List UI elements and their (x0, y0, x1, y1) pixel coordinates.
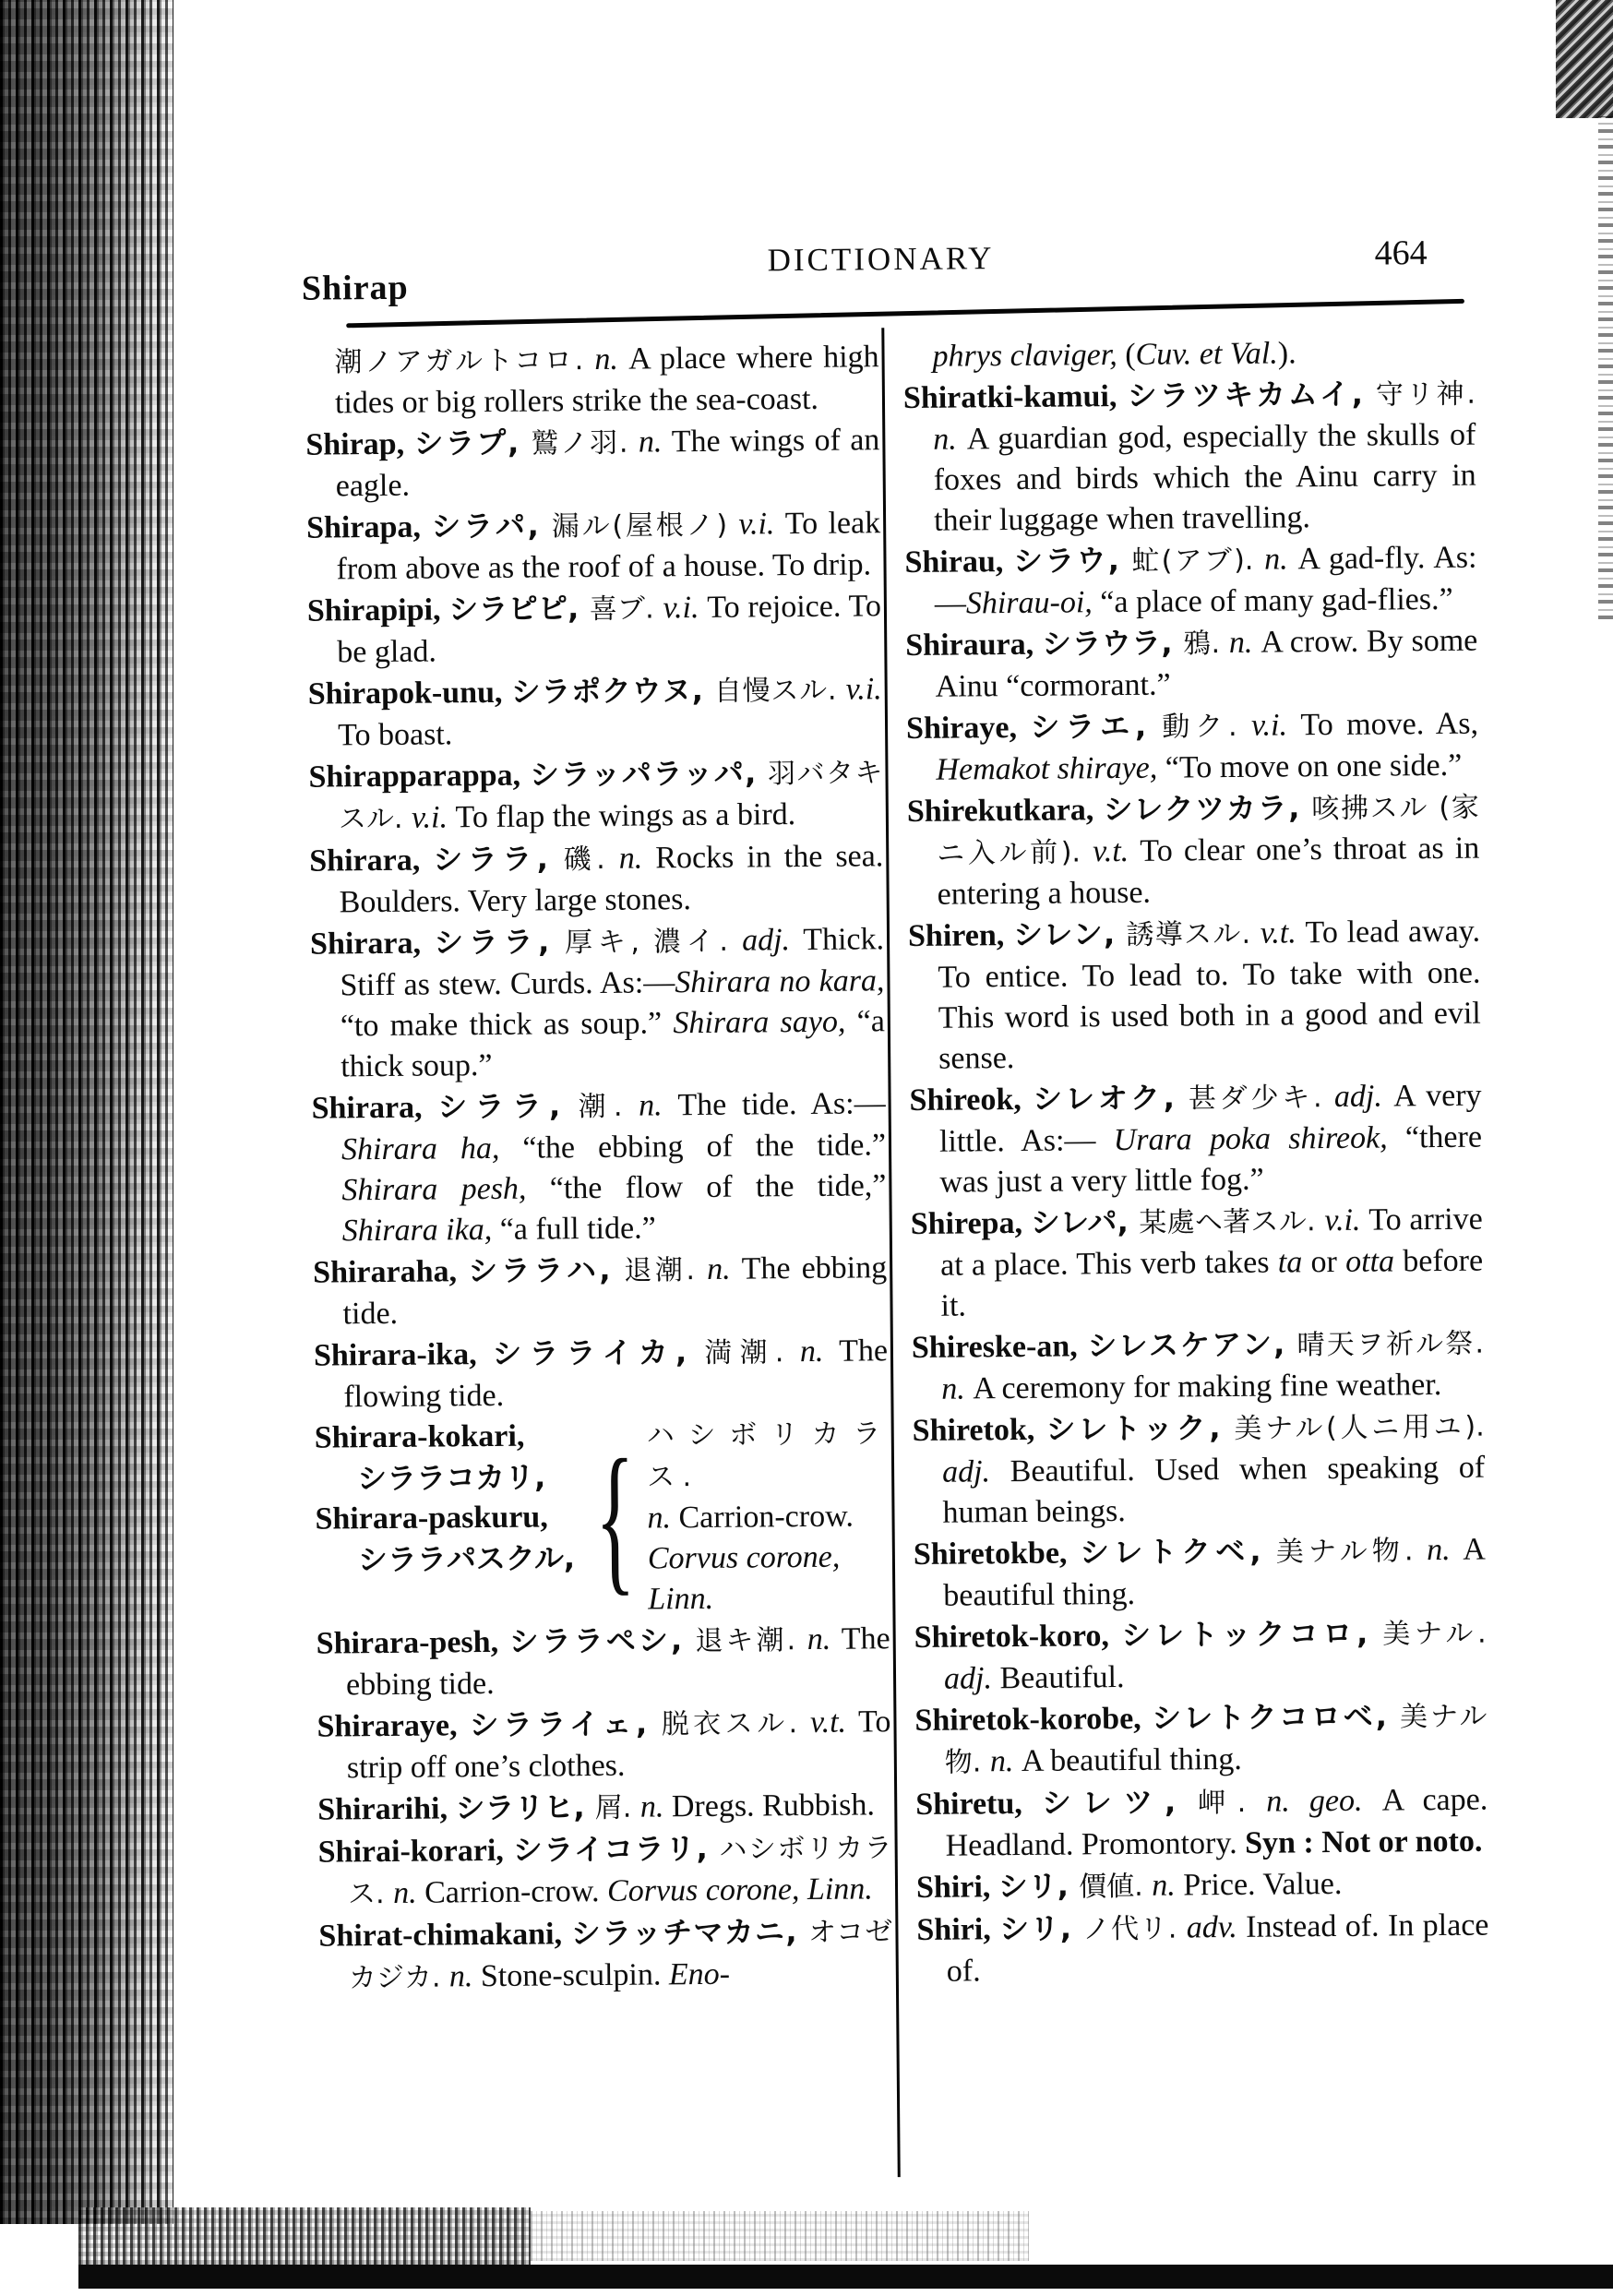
entry-segment: Shiraye, (905, 710, 1031, 747)
entry-segment: Shirap, (305, 426, 414, 462)
entry-segment: Linn. (648, 1581, 714, 1617)
entry-segment: Shirara, (309, 843, 434, 879)
entry-segment: “a place of many gad-flies.” (1100, 581, 1453, 620)
entry-segment: 誘導スル. (1126, 917, 1261, 951)
entry-segment: or (1310, 1244, 1346, 1280)
entry-segment: 退キ潮. (695, 1624, 807, 1658)
entry-segment: 虻(アブ). (1131, 544, 1265, 578)
entry-segment: 屑. (594, 1791, 641, 1825)
entry-segment: シレクツカラ, (1103, 790, 1312, 828)
entry-segment: v.t. (1260, 915, 1306, 951)
entry-segment: Hemakot shiraye, (936, 750, 1165, 787)
entry-segment: Shireske-an, (911, 1329, 1088, 1366)
entry-segment: シレトクコロベ, (1152, 1698, 1401, 1736)
header-catchword: Shirap (301, 268, 409, 308)
entry-segment: To arrive at a place. This verb takes (939, 1202, 1483, 1283)
entry-segment: シララ, (437, 1088, 579, 1125)
entry-segment: n. (638, 425, 672, 460)
entry-segment: Shirau, (904, 544, 1014, 580)
entry-segment: v.i. (1324, 1202, 1369, 1238)
dictionary-entry (916, 1862, 1488, 1909)
entry-segment: “a thick soup.” (341, 1004, 886, 1084)
entry-segment: “the ebbing of the tide.” (522, 1128, 887, 1166)
entry-segment: シララコカリ, (356, 1459, 546, 1497)
entry-segment: Beautiful. (999, 1660, 1125, 1696)
entry-segment: Shirara no kara, (675, 963, 885, 1000)
dictionary-entry (916, 1905, 1489, 1992)
braced-headwords (315, 1416, 590, 1623)
entry-segment: otta (1344, 1244, 1404, 1279)
braced-definition-line (647, 1496, 889, 1538)
entry-segment: 美ナル物. (944, 1700, 1488, 1779)
entry-segment: 美ナル物. (1275, 1535, 1428, 1569)
entry-segment: Shiratki-kamui, (902, 378, 1128, 416)
entry-segment: n. (618, 841, 656, 876)
dictionary-entry (909, 1075, 1482, 1203)
entry-segment: n. (941, 1371, 974, 1406)
entry-segment: ハシボリカラス. (347, 1832, 892, 1911)
entry-segment: Shireok, (909, 1082, 1034, 1118)
entry-segment: “there was just a very little fog.” (939, 1119, 1483, 1200)
entry-segment: n. (639, 1088, 678, 1123)
entry-segment: 退潮. (624, 1253, 708, 1287)
entry-segment: Shirara ika, (341, 1212, 500, 1249)
entry-segment: Shirara pesh, (341, 1171, 550, 1208)
entry-segment: v.i. (411, 800, 456, 835)
entry-segment: シララペシ, (508, 1622, 696, 1659)
dictionary-entry (903, 373, 1477, 542)
entry-segment: n. (448, 1959, 482, 1994)
entry-segment: “a full tide.” (499, 1211, 656, 1247)
entry-segment: To lead away. To entice. To lead to. To take with one. This word is used both in a good and evil sense. (938, 914, 1481, 1076)
entry-segment: Rocks in the sea. Boulders. Very large stones. (339, 839, 884, 920)
entry-segment: シララハ, (467, 1251, 625, 1289)
entry-segment: To move. As, (1300, 706, 1479, 743)
entry-segment: A gad-fly. As:— (934, 540, 1477, 621)
entry-segment: The ebbing tide. (342, 1250, 888, 1332)
entry-segment: Price. Value. (1183, 1866, 1343, 1903)
entry-segment: Shiretok, (912, 1412, 1046, 1449)
entry-segment: A beautiful thing. (1021, 1741, 1242, 1778)
entry-segment: A very little. As:— (938, 1078, 1482, 1159)
entry-segment: n. (989, 1743, 1022, 1779)
entry-segment: Corvus corone, (647, 1539, 841, 1576)
entry-segment: シラパ, (431, 508, 552, 544)
braced-headword-line (315, 1456, 588, 1500)
entry-segment: “to make thick as soup.” (340, 1006, 674, 1044)
dictionary-entry (914, 1695, 1488, 1784)
entry-segment: Shirepa, (910, 1205, 1031, 1242)
entry-segment: シラポクウヌ, (510, 672, 715, 710)
entry-segment: シラウラ, (1041, 625, 1184, 662)
dictionary-entry (314, 1330, 889, 1417)
dictionary-entry (305, 337, 879, 424)
dictionary-entry (911, 1199, 1484, 1327)
entry-segment: シラツキカムイ, (1127, 376, 1377, 413)
entry-segment: Shirara, (311, 1090, 438, 1126)
entry-segment: オコゼカジカ. (348, 1916, 893, 1995)
entry-segment: シレオク, (1032, 1080, 1189, 1117)
entry-segment: シラエ, (1030, 708, 1163, 745)
entry-segment: adj. (1333, 1079, 1394, 1115)
entry-segment: To strip off one’s clothes. (346, 1704, 891, 1786)
entry-segment: n. (1228, 625, 1261, 660)
entry-segment: 鷲ノ羽. (531, 426, 639, 460)
entry-segment: The ebbing tide. (345, 1621, 890, 1703)
dictionary-entry (317, 1701, 891, 1788)
entry-segment: 動ク. (1162, 710, 1252, 744)
braced-definition-line (648, 1577, 890, 1620)
entry-segment: Shiri, (915, 1870, 999, 1905)
entry-segment: Shiraraha, (313, 1254, 469, 1290)
entry-segment: 美ナル(人ニ用ユ). (1234, 1410, 1485, 1445)
entry-segment: Shirau-oi, (965, 585, 1101, 621)
entry-segment: Shiraraye, (317, 1708, 470, 1744)
entry-segment: Stone-sculpin. (480, 1957, 670, 1994)
scan-gutter-artifact (0, 0, 173, 2224)
entry-segment: Shiretok-koro, (914, 1619, 1122, 1656)
dictionary-entry (308, 751, 883, 840)
entry-segment: 守リ神. (1375, 377, 1476, 412)
left-column (305, 337, 893, 1999)
entry-segment: シレトクベ, (1079, 1533, 1276, 1571)
entry-segment: シレパ, (1030, 1203, 1140, 1240)
dictionary-entry (915, 1779, 1488, 1867)
entry-segment: v.i. (1250, 708, 1301, 743)
dictionary-entry (904, 537, 1477, 625)
entry-segment: 咳拂スル (家ニ入ル前). (937, 791, 1479, 870)
entry-segment: before it. (940, 1243, 1484, 1323)
entry-segment: ノ代リ. (1081, 1912, 1187, 1946)
entry-segment: n. (933, 422, 967, 457)
entry-segment: v.i. (663, 590, 708, 626)
entry-segment: シレン, (1012, 915, 1127, 953)
entry-segment: シララパスクル, (357, 1540, 576, 1578)
entry-segment: シレスケアン, (1087, 1326, 1297, 1364)
entry-segment: phrys claviger, (932, 337, 1126, 374)
entry-segment: 厚キ, 濃イ. (564, 925, 743, 960)
dictionary-entry (306, 502, 881, 590)
header-rule (346, 299, 1464, 328)
entry-segment: Shiretu, (915, 1786, 1043, 1822)
dictionary-entry (311, 1082, 887, 1251)
entry-segment: 潮ノアガルトコロ. (334, 343, 595, 379)
entry-segment: 價値. (1079, 1870, 1153, 1904)
dictionary-entry-braced-group (315, 1413, 890, 1622)
dictionary-entry (308, 668, 883, 756)
entry-segment: “To move on one side.” (1165, 747, 1463, 785)
entry-segment: The flowing tide. (343, 1333, 889, 1415)
entry-segment: A place where high tides or big rollers strike the sea-coast. (334, 340, 879, 421)
dictionary-entry (305, 419, 880, 507)
entry-segment: シラッパラッパ, (529, 755, 769, 793)
entry-segment: 喜ブ. (589, 592, 663, 627)
entry-segment: n. (806, 1621, 842, 1657)
entry-segment: 満潮. (704, 1336, 801, 1369)
entry-segment: Cuv. et Val. (1135, 336, 1278, 372)
scan-bottom-bar-artifact (78, 2265, 1613, 2289)
entry-segment: シララ, (433, 841, 564, 878)
entry-segment: n. (639, 1789, 673, 1824)
entry-segment: 鴉. (1182, 627, 1230, 661)
entry-segment: v.i. (845, 672, 882, 707)
header-title: DICTIONARY (767, 240, 995, 279)
entry-segment: Shirara-paskuru, (315, 1500, 548, 1537)
entry-segment: Shiraura, (905, 627, 1043, 664)
entry-segment: 羽バタキスル. (338, 757, 883, 836)
entry-segment: Shiretokbe, (913, 1536, 1081, 1573)
entry-segment: n. (1426, 1532, 1464, 1568)
entry-segment: ta (1277, 1245, 1311, 1280)
entry-segment: シリ, (998, 1868, 1080, 1905)
scan-corner-noise-artifact (1556, 0, 1613, 118)
entry-segment: Shirara, (309, 926, 435, 962)
entry-segment: Beautiful. Used when speaking of human beings. (942, 1450, 1486, 1530)
dictionary-entry (914, 1612, 1487, 1700)
dictionary-entry (307, 585, 882, 673)
entry-segment: n. (799, 1333, 840, 1369)
entry-segment: v.t. (1093, 833, 1141, 869)
entry-segment: シラライェ, (469, 1705, 662, 1743)
entry-segment: Shirai-korari, (317, 1833, 513, 1870)
entry-segment: A beautiful thing. (943, 1532, 1487, 1613)
entry-segment: v.i. (738, 507, 785, 542)
entry-segment: シレツ, (1041, 1784, 1199, 1821)
entry-segment: シラプ, (413, 425, 532, 461)
entry-segment: Shirekutkara, (906, 793, 1104, 830)
entry-segment: 美ナル. (1382, 1617, 1487, 1651)
braced-definition (641, 1413, 890, 1620)
entry-segment: Syn : Not or noto. (1244, 1824, 1483, 1860)
entry-segment: Urara poka shireok, (1113, 1120, 1406, 1158)
entry-segment: Shirapparappa, (308, 758, 531, 795)
entry-segment: n. (1152, 1868, 1184, 1903)
dictionary-entry (309, 835, 884, 923)
entry-segment: Shirara-pesh, (316, 1624, 509, 1661)
entry-segment: ( (1125, 337, 1136, 372)
entry-segment: 脱衣スル. (661, 1706, 811, 1741)
entry-segment: シラリヒ, (455, 1789, 595, 1826)
entry-segment: Corvus corone, Linn. (606, 1871, 873, 1908)
dictionary-entry (318, 1910, 893, 1999)
entry-segment: Shirarihi, (317, 1791, 456, 1827)
entry-segment: Eno- (668, 1956, 731, 1992)
entry-segment: Shirapok-unu, (307, 675, 511, 712)
entry-segment: シライコラリ, (512, 1830, 720, 1868)
entry-segment: n. (392, 1875, 425, 1910)
entry-segment: シレトックコロ, (1121, 1615, 1383, 1654)
entry-segment: シラピピ, (448, 591, 590, 628)
braced-definition-line (648, 1537, 890, 1579)
entry-segment: Shirara sayo, (673, 1004, 857, 1041)
entry-segment: adj. (941, 1454, 1010, 1489)
entry-segment: To leak from above as the roof of a house. To drip. (336, 506, 881, 587)
dictionary-entry (313, 1247, 888, 1334)
entry-segment: 潮. (578, 1090, 639, 1124)
entry-segment: ハシボリカラス. (646, 1417, 889, 1494)
entry-segment: シラライカ, (492, 1333, 705, 1371)
braced-headword-line (315, 1497, 588, 1540)
dictionary-entry (902, 332, 1475, 377)
entry-segment: Thick. Stiff as stew. Curds. As:— (340, 922, 885, 1003)
entry-segment: v.t. (809, 1704, 859, 1740)
entry-segment: シラウ, (1012, 542, 1132, 580)
entry-segment: Carrion-crow. (424, 1873, 608, 1910)
entry-segment: ). (1277, 336, 1296, 371)
entry-segment: n. (647, 1501, 679, 1536)
entry-segment: シリ, (998, 1910, 1083, 1947)
dictionary-entry (310, 918, 886, 1087)
entry-segment: The wings of an eagle. (335, 423, 880, 504)
entry-segment: 磯. (563, 843, 619, 877)
braced-definition-line (647, 1413, 890, 1498)
entry-segment: Shiren, (907, 918, 1014, 954)
entry-segment: Shirat-chimakani, (318, 1917, 571, 1954)
entry-segment: adj. (741, 923, 804, 958)
entry-segment: Shirara-ika, (313, 1336, 493, 1373)
entry-segment: n. (706, 1251, 742, 1286)
dictionary-entry (317, 1826, 892, 1915)
entry-segment: 漏ル(屋根ノ) (551, 508, 739, 544)
entry-segment: To boast. (337, 717, 453, 753)
entry-segment: 晴天ヲ祈ル祭. (1296, 1327, 1485, 1362)
entry-segment: シラッチマカニ, (570, 1914, 809, 1952)
scan-bottom-grain-artifact (531, 2211, 1029, 2261)
dictionary-entry (912, 1322, 1485, 1410)
dictionary-entry (317, 1618, 891, 1705)
dictionary-entry (317, 1784, 891, 1831)
entry-segment: A guardian god, especially the skulls of foxes and birds which the Ainu carry in their luggage when travelling. (933, 417, 1476, 538)
entry-segment: A cape. Headland. Promontory. (945, 1782, 1488, 1863)
entry-segment: To flap the wings as a bird. (455, 797, 796, 835)
entry-segment: “the flow of the tide,” (549, 1168, 887, 1206)
dictionary-entry (908, 911, 1482, 1080)
entry-segment: シララ, (434, 924, 566, 961)
scan-bottom-noise-artifact (78, 2207, 531, 2265)
right-column (902, 332, 1489, 1992)
page-number: 464 (1374, 233, 1428, 273)
entry-segment: To clear one’s throat as in entering a house. (937, 831, 1480, 912)
dictionary-entry (914, 1529, 1487, 1617)
dictionary-entry (905, 620, 1478, 708)
dictionary-entry (907, 786, 1480, 915)
entry-segment: Dregs. Rubbish. (671, 1788, 876, 1824)
braced-headword-line (316, 1537, 589, 1581)
entry-segment: 岬. (1197, 1786, 1267, 1820)
entry-segment: Shirapa, (305, 509, 432, 545)
brace-glyph: { (594, 1425, 636, 1610)
dictionary-entry (913, 1405, 1486, 1534)
entry-segment: A ceremony for making fine weather. (973, 1368, 1442, 1406)
entry-segment: Instead of. In place of. (946, 1907, 1489, 1989)
entry-segment: n. geo. (1266, 1783, 1382, 1819)
entry-segment: Shiri, (916, 1912, 1000, 1947)
entry-segment: Shirapipi, (306, 592, 449, 628)
entry-segment: n. (1264, 542, 1298, 577)
scan-edge-speckle-artifact (1598, 116, 1613, 619)
entry-segment: adv. (1186, 1909, 1247, 1945)
entry-segment: 甚ダ少キ. (1188, 1082, 1335, 1116)
entry-segment: n. (594, 341, 629, 377)
entry-segment: The tide. As:— (677, 1086, 886, 1123)
entry-segment: Carrion-crow. (678, 1499, 854, 1536)
entry-segment: Shirara-kokari, (314, 1418, 525, 1455)
entry-segment: シレトック, (1045, 1409, 1235, 1447)
braced-headword-line (315, 1416, 588, 1459)
entry-segment: To rejoice. To be glad. (337, 589, 882, 670)
entry-segment: adj. (943, 1661, 1000, 1696)
entry-segment: 自慢スル. (713, 674, 846, 708)
entry-segment: Shirara ha, (341, 1130, 523, 1167)
entry-segment: A crow. By some Ainu “cormorant.” (935, 623, 1478, 704)
entry-segment: Shiretok-korobe, (914, 1701, 1153, 1738)
entry-segment: 某處ヘ著スル. (1139, 1205, 1325, 1239)
dictionary-entry (906, 703, 1479, 791)
